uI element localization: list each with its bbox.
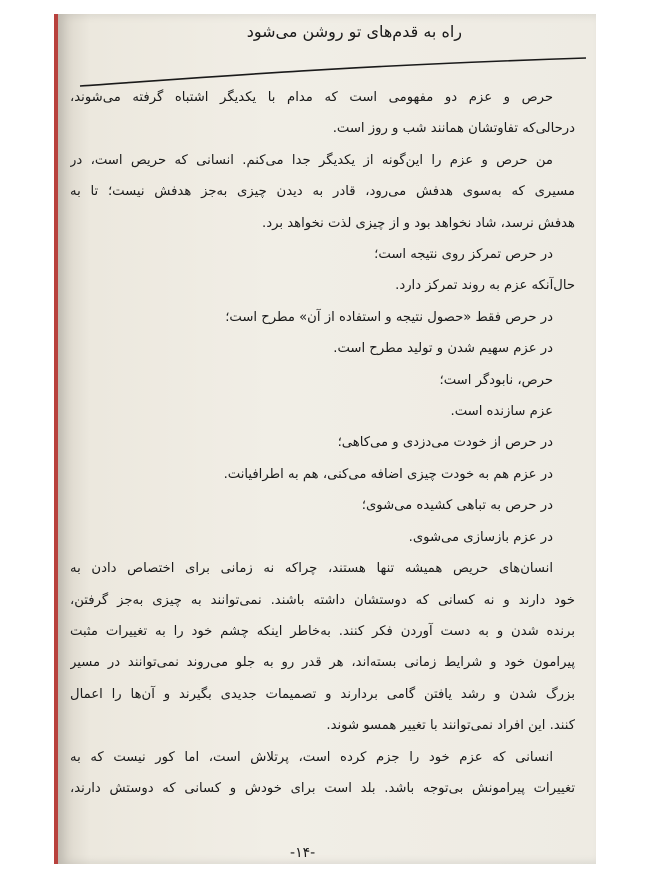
body-line-4: مسیری که به‌سوی هدفش می‌رود، قادر به دیدن چیزی به‌جز هدفش نیست؛ تا به	[70, 184, 575, 200]
body-line-7: حال‌آنکه عزم به روند تمرکز دارد.	[395, 278, 575, 294]
body-line-17: خود دارند و نه کسانی که دوستشان داشته باشند. نمی‌توانند به چیزی به‌جز گرفتن،	[70, 592, 575, 608]
running-header: راه به قدم‌های تو روشن می‌شود	[246, 22, 462, 41]
body-line-9: در عزم سهیم شدن و تولید مطرح است.	[333, 341, 553, 357]
body-line-3: من حرص و عزم را این‌گونه از یکدیگر جدا می‌کنم. انسانی که حریص است، در	[70, 152, 553, 168]
page-number: -۱۴-	[290, 845, 316, 861]
body-text	[70, 82, 575, 804]
body-line-6: در حرص تمرکز روی نتیجه است؛	[374, 247, 553, 263]
body-line-21: کنند. این افراد نمی‌توانند با تغییر همسو شوند.	[326, 718, 575, 734]
body-line-20: بزرگ شدن و رشد یافتن گامی بردارند و تصمیمات جدیدی بگیرند و آن‌ها را اعمال	[70, 686, 575, 702]
body-line-10: حرص، نابودگر است؛	[439, 372, 553, 388]
body-line-13: در عزم هم به خودت چیزی اضافه می‌کنی، هم به اطرافیانت.	[223, 466, 553, 482]
body-line-2: درحالی‌که تفاوتشان همانند شب و روز است.	[332, 121, 575, 137]
body-line-11: عزم سازنده است.	[450, 404, 553, 420]
body-line-8: در حرص فقط «حصول نتیجه و استفاده از آن» مطرح است؛	[225, 309, 553, 325]
body-line-16: انسان‌های حریص همیشه تنها هستند، چراکه نه زمانی برای اختصاص دادن به	[70, 561, 553, 577]
body-line-23: تغییرات پیرامونش بی‌توجه باشد. بلد است برای خودش و کسانی که دوستش دارند،	[70, 780, 575, 796]
body-line-15: در عزم بازسازی می‌شوی.	[408, 529, 553, 545]
body-line-18: برنده شدن و به دست آوردن فکر کنند. به‌خاطر اینکه چشم خود را به تغییرات مثبت	[70, 623, 575, 639]
body-line-19: پیرامون خود و شرایط زمانی بسته‌اند، هر قدر رو به جلو می‌روند نمی‌توانند در مسیر	[70, 655, 575, 671]
body-line-12: در حرص از خودت می‌دزدی و می‌کاهی؛	[337, 435, 553, 451]
body-line-14: در حرص به تباهی کشیده می‌شوی؛	[361, 498, 553, 514]
body-line-5: هدفش نرسد، شاد نخواهد بود و از چیزی لذت نخواهد برد.	[262, 215, 575, 231]
body-line-1: حرص و عزم دو مفهومی است که مدام با یکدیگر اشتباه گرفته می‌شوند،	[70, 90, 553, 105]
body-line-22: انسانی که عزم خود را جزم کرده است، پرتلاش است، اما کور نیست که به	[70, 749, 553, 765]
